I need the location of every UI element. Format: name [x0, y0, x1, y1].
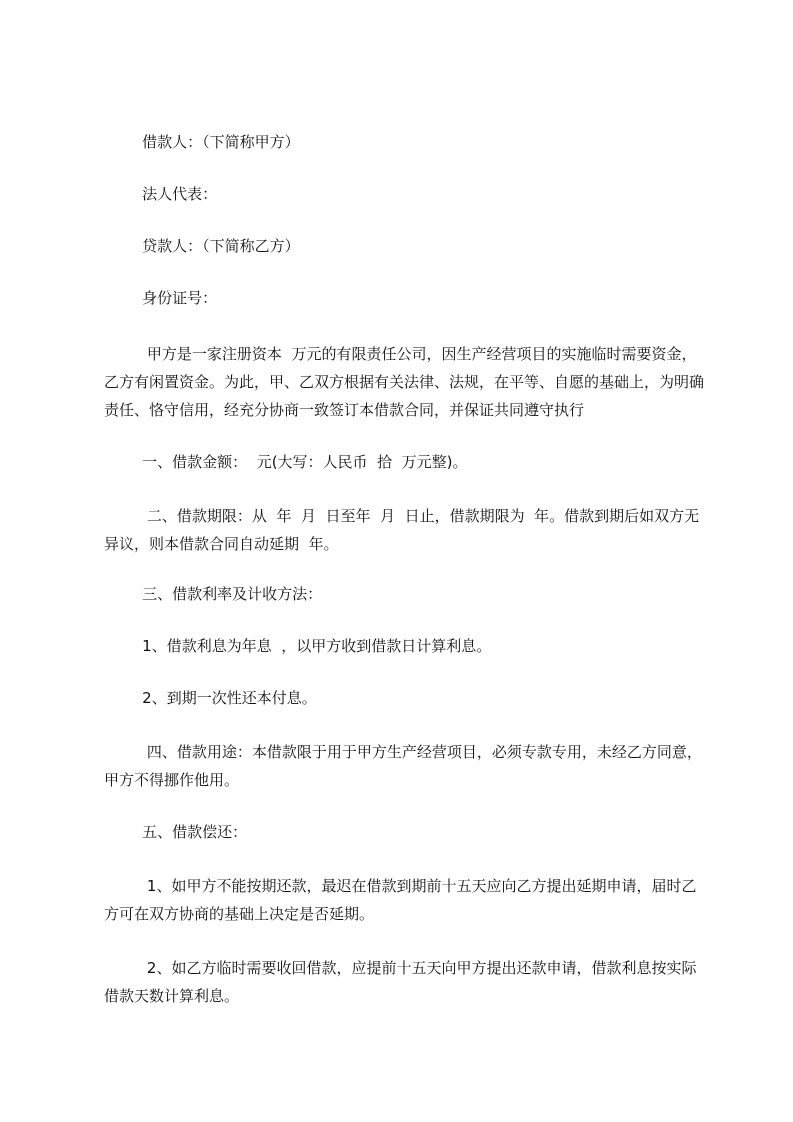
repayment-item-2: 2、如乙方临时需要收回借款，应提前十五天向甲方提出还款申请，借款利息按实际借款天数计算利息。	[104, 959, 697, 1005]
loan-term-clause: 二、借款期限：从 年 月 日至年 月 日止，借款期限为 年。借款到期后如双方无异议，则本借款合同自动延期 年。	[104, 507, 700, 553]
repayment-item-1: 1、如甲方不能按期还款，最迟在借款到期前十五天应向乙方提出延期申请，届时乙方可在双方协商的基础上决定是否延期。	[104, 877, 697, 923]
preamble-paragraph: 甲方是一家注册资本 万元的有限责任公司，因生产经营项目的实施临时需要资金，乙方有闲置资金。为此，甲、乙双方根据有关法律、法规，在平等、自愿的基础上，为明确责任、恪守信用，经充分协商一致签订本借款合同，并保证共同遵守执行	[104, 345, 705, 419]
interest-item-2: 2、到期一次性还本付息。	[104, 689, 317, 707]
lender-line: 贷款人：（下简称乙方）	[104, 237, 300, 255]
interest-rate-heading: 三、借款利率及计收方法：	[104, 585, 323, 603]
id-number-line: 身份证号：	[104, 289, 218, 307]
loan-amount-clause: 一、借款金额： 元(大写：人民币 拾 万元整)。	[104, 453, 468, 471]
loan-purpose-clause: 四、借款用途：本借款限于用于甲方生产经营项目，必须专款专用，未经乙方同意，甲方不得挪作他用。	[104, 743, 702, 789]
interest-item-1: 1、借款利息为年息 ，以甲方收到借款日计算利息。	[104, 637, 492, 655]
borrower-line: 借款人：（下简称甲方）	[104, 133, 300, 151]
repayment-heading: 五、借款偿还：	[104, 823, 248, 841]
legal-representative-line: 法人代表：	[104, 185, 218, 203]
